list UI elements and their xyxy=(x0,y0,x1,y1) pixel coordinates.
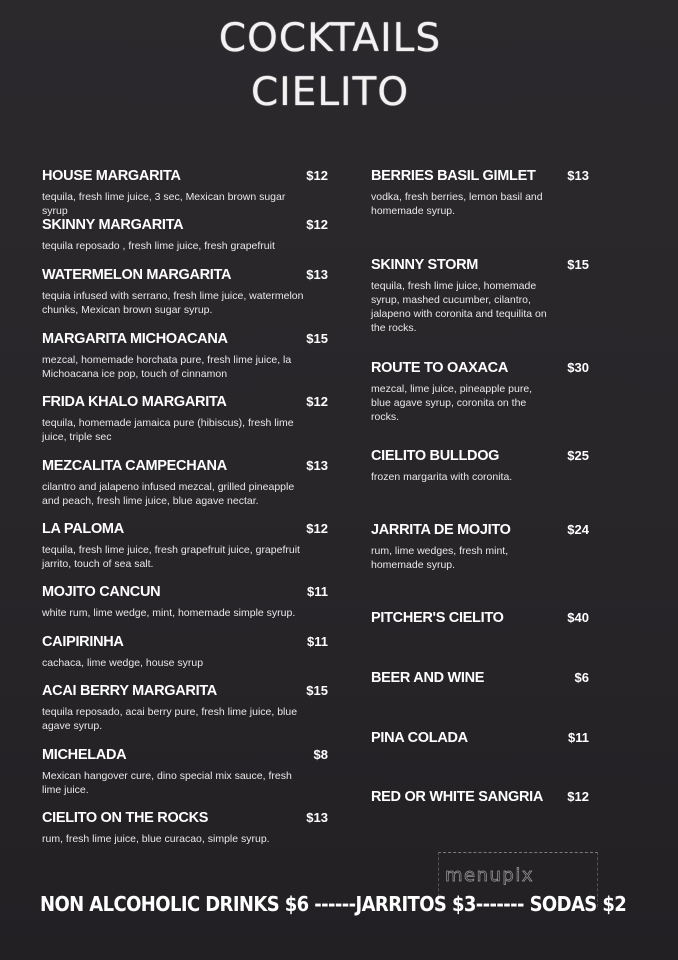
item-name: MEZCALITA CAMPECHANA xyxy=(42,458,227,474)
item-description: mezcal, homemade horchata pure, fresh lime juice, la Michoacana ice pop, touch of cinnamon xyxy=(42,354,292,380)
non-alcoholic-drinks-footer: NON ALCOHOLIC DRINKS $6 ------JARRITOS $3------- SODAS $2 xyxy=(40,893,627,917)
item-price: $13 xyxy=(306,267,328,282)
item-price: $12 xyxy=(306,168,328,183)
item-price: $6 xyxy=(574,670,589,685)
menu-title-line1: COCKTAILS xyxy=(218,16,442,61)
item-price: $30 xyxy=(567,360,589,375)
item-price: $25 xyxy=(567,448,589,463)
item-description: cachaca, lime wedge, house syrup xyxy=(42,657,204,669)
item-price: $11 xyxy=(568,730,589,745)
item-description: cilantro and jalapeno infused mezcal, grilled pineapple and peach, fresh lime juice, blue agave nectar. xyxy=(42,481,295,507)
item-name: SKINNY STORM xyxy=(371,257,479,273)
item-price: $12 xyxy=(306,521,328,536)
item-description: Mexican hangover cure, dino special mix sauce, fresh lime juice. xyxy=(42,770,292,796)
item-description: rum, fresh lime juice, blue curacao, simple syrup. xyxy=(42,833,270,845)
item-name: BEER AND WINE xyxy=(371,670,485,686)
item-description: vodka, fresh berries, lemon basil and homemade syrup. xyxy=(371,191,543,217)
menu-title-line2: CIELITO xyxy=(250,70,410,115)
item-price: $15 xyxy=(567,257,589,272)
item-price: $12 xyxy=(306,394,328,409)
item-description: tequila, fresh lime juice, 3 sec, Mexican brown sugar syrup xyxy=(42,191,286,217)
item-name: PITCHER'S CIELITO xyxy=(371,610,504,626)
item-description: tequila, fresh lime juice, fresh grapefruit juice, grapefruit jarrito, touch of sea salt. xyxy=(42,544,300,570)
item-description: tequila reposado , fresh lime juice, fresh grapefruit xyxy=(42,240,275,252)
item-description: tequila, homemade jamaica pure (hibiscus), fresh lime juice, triple sec xyxy=(42,417,294,443)
item-price: $12 xyxy=(306,217,328,232)
item-price: $15 xyxy=(306,683,328,698)
item-price: $13 xyxy=(306,810,328,825)
item-description: white rum, lime wedge, mint, homemade simple syrup. xyxy=(42,607,296,619)
item-description: tequila, fresh lime juice, homemade syrup, mashed cucumber, cilantro, jalapeno with coronita and tequilita on the rocks. xyxy=(371,280,547,334)
item-price: $11 xyxy=(307,634,328,649)
item-name: ACAI BERRY MARGARITA xyxy=(42,683,217,699)
item-name: WATERMELON MARGARITA xyxy=(42,267,232,283)
item-name: FRIDA KHALO MARGARITA xyxy=(42,394,227,410)
item-name: JARRITA DE MOJITO xyxy=(371,522,511,538)
item-name: LA PALOMA xyxy=(42,521,124,537)
item-description: frozen margarita with coronita. xyxy=(371,471,513,483)
item-name: CAIPIRINHA xyxy=(42,634,124,650)
item-name: PINA COLADA xyxy=(371,730,468,746)
item-description: tequila reposado, acai berry pure, fresh lime juice, blue agave syrup. xyxy=(42,706,298,732)
item-price: $13 xyxy=(306,458,328,473)
item-name: ROUTE TO OAXACA xyxy=(371,360,509,376)
item-name: CIELITO BULLDOG xyxy=(371,448,500,464)
item-name: HOUSE MARGARITA xyxy=(42,168,181,184)
item-price: $24 xyxy=(567,522,589,537)
item-name: MOJITO CANCUN xyxy=(42,584,161,600)
item-name: BERRIES BASIL GIMLET xyxy=(371,168,536,184)
item-price: $8 xyxy=(313,747,328,762)
watermark-logo-text: menupix xyxy=(445,865,535,886)
item-description: rum, lime wedges, fresh mint, homemade syrup. xyxy=(371,545,509,571)
item-description: tequia infused with serrano, fresh lime juice, watermelon chunks, Mexican brown sugar syrup. xyxy=(42,290,304,316)
item-price: $11 xyxy=(307,584,328,599)
item-name: RED OR WHITE SANGRIA xyxy=(371,789,544,805)
item-price: $13 xyxy=(567,168,589,183)
item-price: $15 xyxy=(306,331,328,346)
item-price: $12 xyxy=(567,789,589,804)
item-name: MICHELADA xyxy=(42,747,127,763)
item-name: SKINNY MARGARITA xyxy=(42,217,184,233)
item-price: $40 xyxy=(567,610,589,625)
item-name: MARGARITA MICHOACANA xyxy=(42,331,228,347)
item-description: mezcal, lime juice, pineapple pure, blue agave syrup, coronita on the rocks. xyxy=(371,383,533,423)
item-name: CIELITO ON THE ROCKS xyxy=(42,810,209,826)
